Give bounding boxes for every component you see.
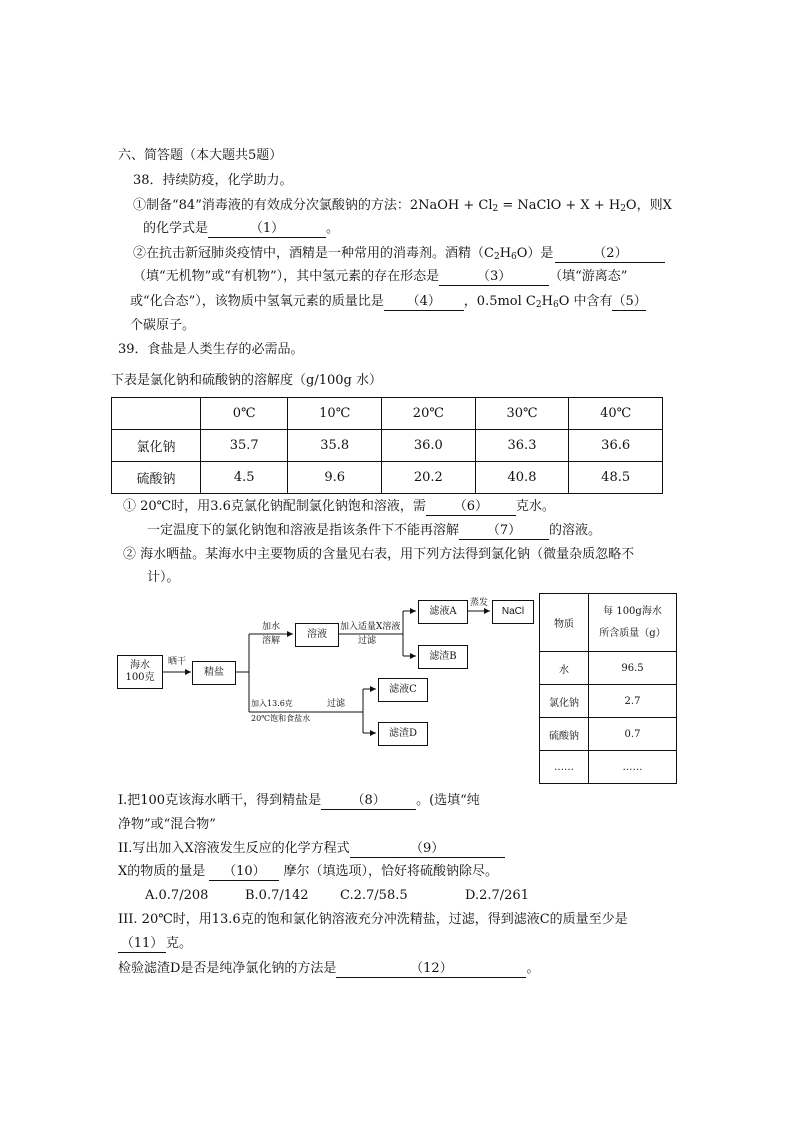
sub: 2 [535,300,542,310]
table-row [540,652,677,685]
qII-d: 摩尔（填选项），恰好将硫酸钠除尽。 [283,864,499,879]
qII-line2 [118,863,498,881]
solution-box [295,623,339,647]
q38-p4c: H [541,294,553,309]
q38-p4d: O 中含有 [558,294,613,309]
answer-blank-12[interactable]: （12） [336,961,526,978]
sub: 2 [493,252,500,262]
table-cell: 96.5 [589,652,677,685]
filter-label-2: 过滤 [327,699,346,709]
residue-b-label: 滤渣B [429,651,457,662]
crude-salt-label: 精盐 [204,667,224,678]
answer-blank-9[interactable]: （9） [350,841,505,858]
table-cell: 48.5 [569,462,663,494]
qIII-c: 克。 [166,936,193,951]
table-cell: 20.2 [382,462,476,494]
seawater-box [117,655,163,689]
table-cell: 36.3 [475,430,569,462]
saturated-brine-label: 20℃饱和食盐水 [251,714,311,723]
answer-blank-5[interactable]: （5） [612,294,647,309]
table-cell: 40.8 [475,462,569,494]
table-cell: 36.6 [569,430,663,462]
seawater-table [539,593,677,784]
q38-part2-line4: 个碳原子。 [130,318,196,333]
filtrate-c-box [378,678,428,702]
table-cell: 氯化钠 [112,430,201,462]
table-header-cell: 40℃ [569,398,663,430]
table-cell: 氯化钠 [540,685,589,718]
option-b[interactable]: B.0.7/142 [245,888,309,903]
qIII-line1: III. 20℃时，用13.6克的饱和氯化钠溶液充分冲洗精盐，过滤，得到滤液C的质量至少是 [118,912,628,927]
sub: 2 [492,204,499,214]
q39-i1d: 的溶液。 [549,523,602,538]
qIII-d: 检验滤渣D是否是纯净氯化钠的方法是 [118,961,337,976]
q39-item2-line1: ② 海水晒盐。某海水中主要物质的含量见右表，用下列方法得到氯化钠（微量杂质忽略不 [123,547,635,562]
table-header-cell: 0℃ [201,398,288,430]
add-saturated-label: 加入13.6克 [251,699,293,708]
evaporate-label: 蒸发 [470,598,489,608]
sub: 2 [620,204,626,214]
answer-blank-2[interactable]: （2） [555,246,665,263]
table-cell: 2.7 [589,685,677,718]
q39-item2-line2: 计）。 [147,570,180,585]
seawater-mass: 100克 [125,672,155,683]
table-header-row [540,594,677,652]
table-header-cell: 30℃ [475,398,569,430]
table-cell: 9.6 [288,462,382,494]
table-row [540,751,677,784]
table-cell: 水 [540,652,589,685]
qIII-line3 [118,960,539,978]
section-title: 六、简答题（本大题共5题） [118,148,283,163]
q38-p1c: O，则X [625,198,672,213]
residue-d-box [378,722,428,746]
table-header-cell: 20℃ [382,398,476,430]
qI-line2: 净物”或“混合物” [118,817,216,832]
table-cell: 35.7 [201,430,288,462]
qI-a: I.把100克该海水晒干，得到精盐是 [118,793,322,808]
dissolve-label: 溶解 [262,636,281,646]
sub: 6 [552,300,559,310]
header-line: 所含质量（g） [599,627,666,639]
table-cell: 35.8 [288,430,382,462]
nacl-label: NaCl [501,606,525,617]
q38-p3b: （填“游离态” [549,269,628,284]
crude-salt-box [192,661,236,685]
answer-blank-6[interactable]: （6） [426,499,516,516]
sub: 6 [511,252,517,262]
answer-blank-1[interactable]: （1） [208,221,326,238]
filtrate-a-label: 滤液A [429,606,457,617]
option-d[interactable]: D.2.7/261 [465,888,529,903]
table-cell: …… [589,751,677,784]
sundry-label: 晒干 [168,657,187,667]
q39-i1b: 克水。 [515,499,555,514]
q38-p3a: （填“无机物”或“有机物”），其中氢元素的存在形态是 [133,269,440,284]
qIII-line2 [118,935,192,953]
table-header-cell: 物质 [540,594,589,652]
q38-p1e: 。 [326,221,340,236]
table-header-cell: 10℃ [288,398,382,430]
qII-c: X的物质的量是 [118,864,206,879]
add-water-label: 加水 [262,622,281,632]
answer-blank-11[interactable]: （11） [118,936,166,953]
table-cell: 硫酸钠 [112,462,201,494]
q38-p2a: ②在抗击新冠肺炎疫情中，酒精是一种常用的消毒剂。酒精（C [133,246,494,261]
table-header-cell [589,594,677,652]
q38-p2b: H [499,246,512,261]
table-cell: …… [540,751,589,784]
q38-p4b: ，0.5mol C [463,294,536,309]
answer-blank-4[interactable]: （4） [384,294,464,311]
nacl-box [492,600,534,624]
residue-b-box [418,645,468,669]
header-line: 每 100g海水 [603,605,662,617]
q38-p1b: = NaClO + X + H [498,198,621,213]
table-cell: 4.5 [201,462,288,494]
seawater-label: 海水 [130,660,150,671]
answer-blank-7[interactable]: （7） [459,523,549,540]
q38-p4a: 或“化合态”），该物质中氢氧元素的质量比是 [130,294,384,309]
q38-stem: 38．持续防疫，化学助力。 [133,173,293,188]
table-cell: 硫酸钠 [540,718,589,751]
qII-a: II.写出加入X溶液发生反应的化学方程式 [118,841,350,856]
table-row [540,685,677,718]
q38-p1d: 的化学式是 [143,221,209,236]
table-row [540,718,677,751]
add-x-label: 加入适量X溶液 [340,622,401,632]
table-cell: 36.0 [382,430,476,462]
answer-blank-10[interactable]: （10） [209,864,279,881]
q39-i1a: ① 20℃时，用3.6克氯化钠配制氯化钠饱和溶液，需 [123,499,426,514]
q39-i1c: 一定温度下的氯化钠饱和溶液是指该条件下不能再溶解 [147,523,460,538]
table-cell: 0.7 [589,718,677,751]
qI-b: 。(选填“纯 [416,793,480,808]
answer-blank-8[interactable]: （8） [321,793,416,810]
qIII-e: 。 [526,961,540,976]
q39-stem: 39．食盐是人类生存的必需品。 [118,342,304,357]
option-a[interactable]: A.0.7/208 [145,888,209,903]
solution-label: 溶液 [307,629,327,640]
filtrate-c-label: 滤液C [389,684,417,695]
filtrate-a-box [418,600,468,624]
residue-d-label: 滤渣D [388,728,418,739]
q38-p2c: O）是 [516,246,554,261]
filter-label: 过滤 [358,636,377,646]
answer-blank-3[interactable]: （3） [439,269,549,286]
qI-line1 [118,792,480,810]
qII-line1 [118,840,505,858]
q38-p1a: ①制备“84”消毒液的有效成分次氯酸钠的方法：2NaOH + Cl [133,198,493,213]
table-caption: 下表是氯化钠和硫酸钠的溶解度（g/100g 水） [111,373,382,388]
option-c[interactable]: C.2.7/58.5 [340,888,408,903]
